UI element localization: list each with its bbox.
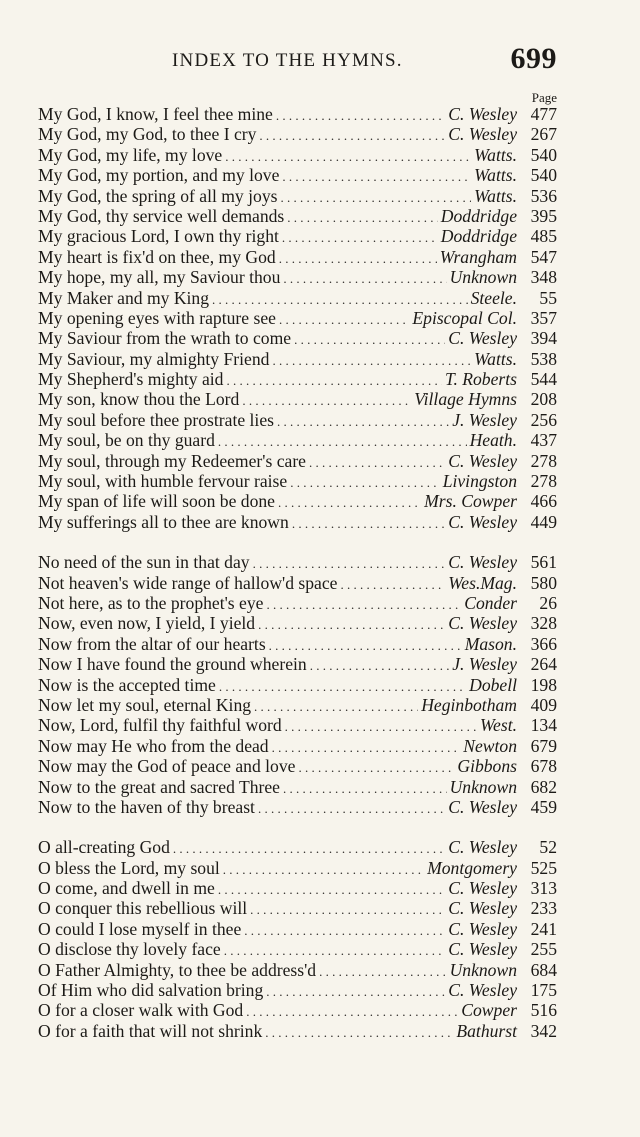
dot-leader	[173, 839, 445, 859]
hymn-first-line: My heart is fix'd on thee, my God	[38, 246, 276, 267]
hymn-author: Montgomery	[427, 857, 517, 878]
index-entry	[38, 104, 557, 124]
dot-leader	[212, 290, 468, 310]
index-entry	[38, 654, 557, 674]
hymn-first-line: Of Him who did salvation bring	[38, 980, 264, 1001]
hymn-author: Mason.	[464, 633, 517, 654]
index-group	[38, 104, 557, 532]
hymn-first-line: My Shepherd's mighty aid	[38, 369, 224, 390]
hymn-first-line: My gracious Lord, I own thy right	[38, 226, 279, 247]
hymn-author: Livingston	[442, 471, 517, 492]
hymn-page-number: 525	[530, 857, 557, 878]
index-entry	[38, 328, 557, 348]
hymn-first-line: Now may the God of peace and love	[38, 756, 296, 777]
hymn-author: C. Wesley	[448, 511, 517, 532]
dot-leader	[253, 554, 446, 574]
hymn-first-line: Now to the great and sacred Three	[38, 776, 280, 797]
hymn-first-line: Now is the accepted time	[38, 674, 216, 695]
hymn-first-line: Not here, as to the prophet's eye	[38, 592, 264, 613]
hymn-page-number: 278	[530, 450, 557, 471]
hymn-author: J. Wesley	[452, 654, 517, 675]
hymn-index	[38, 104, 557, 1041]
hymn-page-number: 198	[530, 674, 557, 695]
page-column-label: Page	[531, 90, 557, 105]
index-entry	[38, 837, 557, 857]
dot-leader	[225, 147, 471, 167]
hymn-first-line: My soul, through my Redeemer's care	[38, 450, 306, 471]
hymn-author: C. Wesley	[448, 328, 517, 349]
dot-leader	[250, 900, 445, 920]
index-entry	[38, 980, 557, 1000]
index-entry	[38, 206, 557, 226]
index-entry	[38, 1021, 557, 1041]
dot-leader	[223, 860, 424, 880]
dot-leader	[278, 493, 421, 513]
dot-leader	[319, 962, 446, 982]
index-entry	[38, 145, 557, 165]
hymn-page-number: 26	[539, 592, 557, 613]
hymn-author: C. Wesley	[448, 939, 517, 960]
hymn-page-number: 342	[530, 1020, 557, 1041]
hymn-author: C. Wesley	[448, 878, 517, 899]
dot-leader	[280, 188, 471, 208]
hymn-page-number: 267	[530, 124, 557, 145]
hymn-first-line: Now I have found the ground wherein	[38, 654, 307, 675]
index-entry	[38, 451, 557, 471]
index-entry	[38, 715, 557, 735]
dot-leader	[282, 228, 438, 248]
hymn-page-number: 679	[530, 735, 557, 756]
hymn-page-number: 55	[539, 287, 557, 308]
dot-leader	[258, 615, 445, 635]
hymn-author: Village Hymns	[414, 389, 517, 410]
hymn-author: C. Wesley	[448, 837, 517, 858]
hymn-author: T. Roberts	[444, 369, 517, 390]
dot-leader	[219, 677, 466, 697]
index-entry	[38, 736, 557, 756]
hymn-author: C. Wesley	[448, 918, 517, 939]
hymn-author: Episcopal Col.	[412, 307, 517, 328]
hymn-page-number: 678	[530, 756, 557, 777]
hymn-author: Cowper	[461, 1000, 517, 1021]
dot-leader	[226, 371, 442, 391]
dot-leader	[282, 167, 471, 187]
index-entry	[38, 308, 557, 328]
dot-leader	[254, 697, 418, 717]
hymn-author: Dobell	[469, 674, 517, 695]
hymn-page-number: 544	[530, 369, 557, 390]
hymn-first-line: My God, my portion, and my love	[38, 165, 280, 186]
hymn-author: Watts.	[474, 144, 517, 165]
hymn-author: Wrangham	[439, 246, 517, 267]
dot-leader	[298, 758, 454, 778]
dot-leader	[276, 106, 445, 126]
hymn-page-number: 313	[530, 878, 557, 899]
dot-leader	[265, 1023, 453, 1043]
hymn-page-number: 348	[530, 267, 557, 288]
hymn-page-number: 134	[530, 715, 557, 736]
hymn-first-line: My God, I know, I feel thee mine	[38, 104, 273, 124]
hymn-first-line: My opening eyes with rapture see	[38, 307, 276, 328]
hymn-page-number: 538	[530, 348, 557, 369]
index-entry	[38, 960, 557, 980]
index-entry	[38, 858, 557, 878]
hymn-page-number: 52	[539, 837, 557, 858]
hymn-page-number: 395	[530, 205, 557, 226]
index-entry	[38, 369, 557, 389]
hymn-page-number: 547	[530, 246, 557, 267]
hymn-first-line: O conquer this rebellious will	[38, 898, 248, 919]
hymn-first-line: Not heaven's wide range of hallow'd space	[38, 572, 338, 593]
hymn-page-number: 437	[530, 430, 557, 451]
index-entry	[38, 349, 557, 369]
dot-leader	[279, 249, 437, 269]
index-entry	[38, 410, 557, 430]
index-entry	[38, 756, 557, 776]
hymn-page-number: 466	[530, 491, 557, 512]
index-entry	[38, 552, 557, 572]
index-entry	[38, 898, 557, 918]
dot-leader	[246, 1002, 458, 1022]
hymn-author: Watts.	[474, 348, 517, 369]
dot-leader	[340, 575, 445, 595]
dot-leader	[244, 921, 445, 941]
hymn-page-number: 328	[530, 613, 557, 634]
hymn-page-number: 256	[530, 409, 557, 430]
hymn-page-number: 175	[530, 980, 557, 1001]
hymn-page-number: 540	[530, 165, 557, 186]
hymn-author: Watts.	[474, 165, 517, 186]
dot-leader	[242, 391, 411, 411]
hymn-first-line: My God, thy service well demands	[38, 205, 285, 226]
index-entry	[38, 695, 557, 715]
page-number: 699	[510, 42, 557, 75]
hymn-page-number: 366	[530, 633, 557, 654]
hymn-author: Gibbons	[457, 756, 517, 777]
index-entry	[38, 226, 557, 246]
index-entry	[38, 512, 557, 532]
hymn-page-number: 561	[530, 552, 557, 573]
index-entry	[38, 797, 557, 817]
hymn-page-number: 233	[530, 898, 557, 919]
dot-leader	[224, 941, 446, 961]
dot-leader	[218, 880, 445, 900]
dot-leader	[266, 595, 461, 615]
hymn-first-line: My Maker and my King	[38, 287, 210, 308]
hymn-author: Mrs. Cowper	[424, 491, 517, 512]
hymn-first-line: No need of the sun in that day	[38, 552, 250, 573]
dot-leader	[218, 432, 467, 452]
dot-leader	[290, 473, 440, 493]
hymn-first-line: O Father Almighty, to thee be address'd	[38, 959, 317, 980]
dot-leader	[283, 779, 447, 799]
dot-leader	[269, 636, 462, 656]
hymn-author: C. Wesley	[448, 898, 517, 919]
index-entry	[38, 430, 557, 450]
index-entry	[38, 389, 557, 409]
index-group	[38, 552, 557, 817]
index-entry	[38, 919, 557, 939]
hymn-first-line: My Saviour, my almighty Friend	[38, 348, 270, 369]
dot-leader	[266, 982, 445, 1002]
dot-leader	[294, 330, 445, 350]
hymn-first-line: O for a faith that will not shrink	[38, 1020, 263, 1041]
hymn-first-line: O for a closer walk with God	[38, 1000, 244, 1021]
hymn-page-number: 208	[530, 389, 557, 410]
hymn-page-number: 278	[530, 471, 557, 492]
hymn-first-line: My God, my God, to thee I cry	[38, 124, 257, 145]
hymn-author: Doddridge	[440, 205, 517, 226]
hymn-author: Wes.Mag.	[448, 572, 517, 593]
hymn-first-line: My soul, with humble fervour raise	[38, 471, 288, 492]
hymn-first-line: O disclose thy lovely face	[38, 939, 221, 960]
hymn-author: C. Wesley	[448, 552, 517, 573]
index-entry	[38, 777, 557, 797]
hymn-page-number: 409	[530, 694, 557, 715]
hymn-first-line: My soul before thee prostrate lies	[38, 409, 274, 430]
hymn-first-line: O come, and dwell in me	[38, 878, 215, 899]
hymn-author: Heginbotham	[421, 694, 517, 715]
hymn-page-number: 459	[530, 796, 557, 817]
index-entry	[38, 878, 557, 898]
dot-leader	[309, 453, 445, 473]
index-entry	[38, 165, 557, 185]
hymn-author: Doddridge	[440, 226, 517, 247]
index-entry	[38, 675, 557, 695]
hymn-first-line: My hope, my all, my Saviour thou	[38, 267, 281, 288]
hymn-first-line: O could I lose myself in thee	[38, 918, 242, 939]
hymn-first-line: My sufferings all to thee are known	[38, 511, 289, 532]
dot-leader	[292, 514, 445, 534]
hymn-page-number: 536	[530, 185, 557, 206]
hymn-author: C. Wesley	[448, 796, 517, 817]
index-entry	[38, 186, 557, 206]
hymn-page-number: 516	[530, 1000, 557, 1021]
hymn-first-line: My son, know thou the Lord	[38, 389, 240, 410]
hymn-page-number: 684	[530, 959, 557, 980]
index-entry	[38, 124, 557, 144]
hymn-first-line: O bless the Lord, my soul	[38, 857, 220, 878]
hymn-author: Unknown	[449, 776, 517, 797]
hymn-author: C. Wesley	[448, 124, 517, 145]
hymn-page-number: 394	[530, 328, 557, 349]
hymn-first-line: Now to the haven of thy breast	[38, 796, 255, 817]
hymn-author: Bathurst	[456, 1020, 517, 1041]
hymn-page-number: 540	[530, 144, 557, 165]
index-entry	[38, 573, 557, 593]
hymn-page-number: 241	[530, 918, 557, 939]
hymn-first-line: My God, my life, my love	[38, 144, 223, 165]
hymn-page-number: 485	[530, 226, 557, 247]
hymn-author: Heath.	[469, 430, 517, 451]
hymn-page-number: 580	[530, 572, 557, 593]
hymn-first-line: O all-creating God	[38, 837, 170, 858]
index-entry	[38, 1000, 557, 1020]
hymn-author: C. Wesley	[448, 613, 517, 634]
index-entry	[38, 634, 557, 654]
hymn-author: Newton	[463, 735, 517, 756]
hymn-page-number: 449	[530, 511, 557, 532]
dot-leader	[285, 717, 477, 737]
hymn-author: Watts.	[474, 185, 517, 206]
hymn-page-number: 264	[530, 654, 557, 675]
hymn-first-line: Now, even now, I yield, I yield	[38, 613, 256, 634]
hymn-page-number: 357	[530, 307, 557, 328]
dot-leader	[287, 208, 438, 228]
hymn-author: Steele.	[470, 287, 517, 308]
index-entry	[38, 593, 557, 613]
index-entry	[38, 247, 557, 267]
dot-leader	[272, 738, 461, 758]
page-header	[0, 44, 640, 84]
hymn-author: J. Wesley	[452, 409, 517, 430]
dot-leader	[258, 799, 445, 819]
index-entry	[38, 939, 557, 959]
index-group	[38, 837, 557, 1041]
hymn-first-line: My span of life will soon be done	[38, 491, 275, 512]
hymn-author: West.	[480, 715, 517, 736]
hymn-page-number: 477	[530, 104, 557, 124]
hymn-first-line: My God, the spring of all my joys	[38, 185, 278, 206]
dot-leader	[279, 310, 409, 330]
hymn-first-line: My soul, be on thy guard	[38, 430, 215, 451]
hymn-first-line: Now, Lord, fulfil thy faithful word	[38, 715, 282, 736]
dot-leader	[283, 269, 446, 289]
hymn-first-line: Now may He who from the dead	[38, 735, 269, 756]
hymn-first-line: Now let my soul, eternal King	[38, 694, 252, 715]
hymn-author: Unknown	[449, 959, 517, 980]
hymn-author: Unknown	[449, 267, 517, 288]
index-entry	[38, 613, 557, 633]
hymn-author: Conder	[464, 592, 517, 613]
index-entry	[38, 288, 557, 308]
dot-leader	[310, 656, 449, 676]
hymn-page-number: 255	[530, 939, 557, 960]
hymn-author: C. Wesley	[448, 104, 517, 124]
dot-leader	[272, 351, 471, 371]
hymn-first-line: Now from the altar of our hearts	[38, 633, 266, 654]
dot-leader	[259, 126, 445, 146]
index-entry	[38, 491, 557, 511]
dot-leader	[277, 412, 449, 432]
running-title: INDEX TO THE HYMNS.	[172, 50, 403, 71]
index-entry	[38, 471, 557, 491]
hymn-author: C. Wesley	[448, 980, 517, 1001]
hymn-author: C. Wesley	[448, 450, 517, 471]
hymn-first-line: My Saviour from the wrath to come	[38, 328, 292, 349]
hymn-page-number: 682	[530, 776, 557, 797]
index-entry	[38, 267, 557, 287]
